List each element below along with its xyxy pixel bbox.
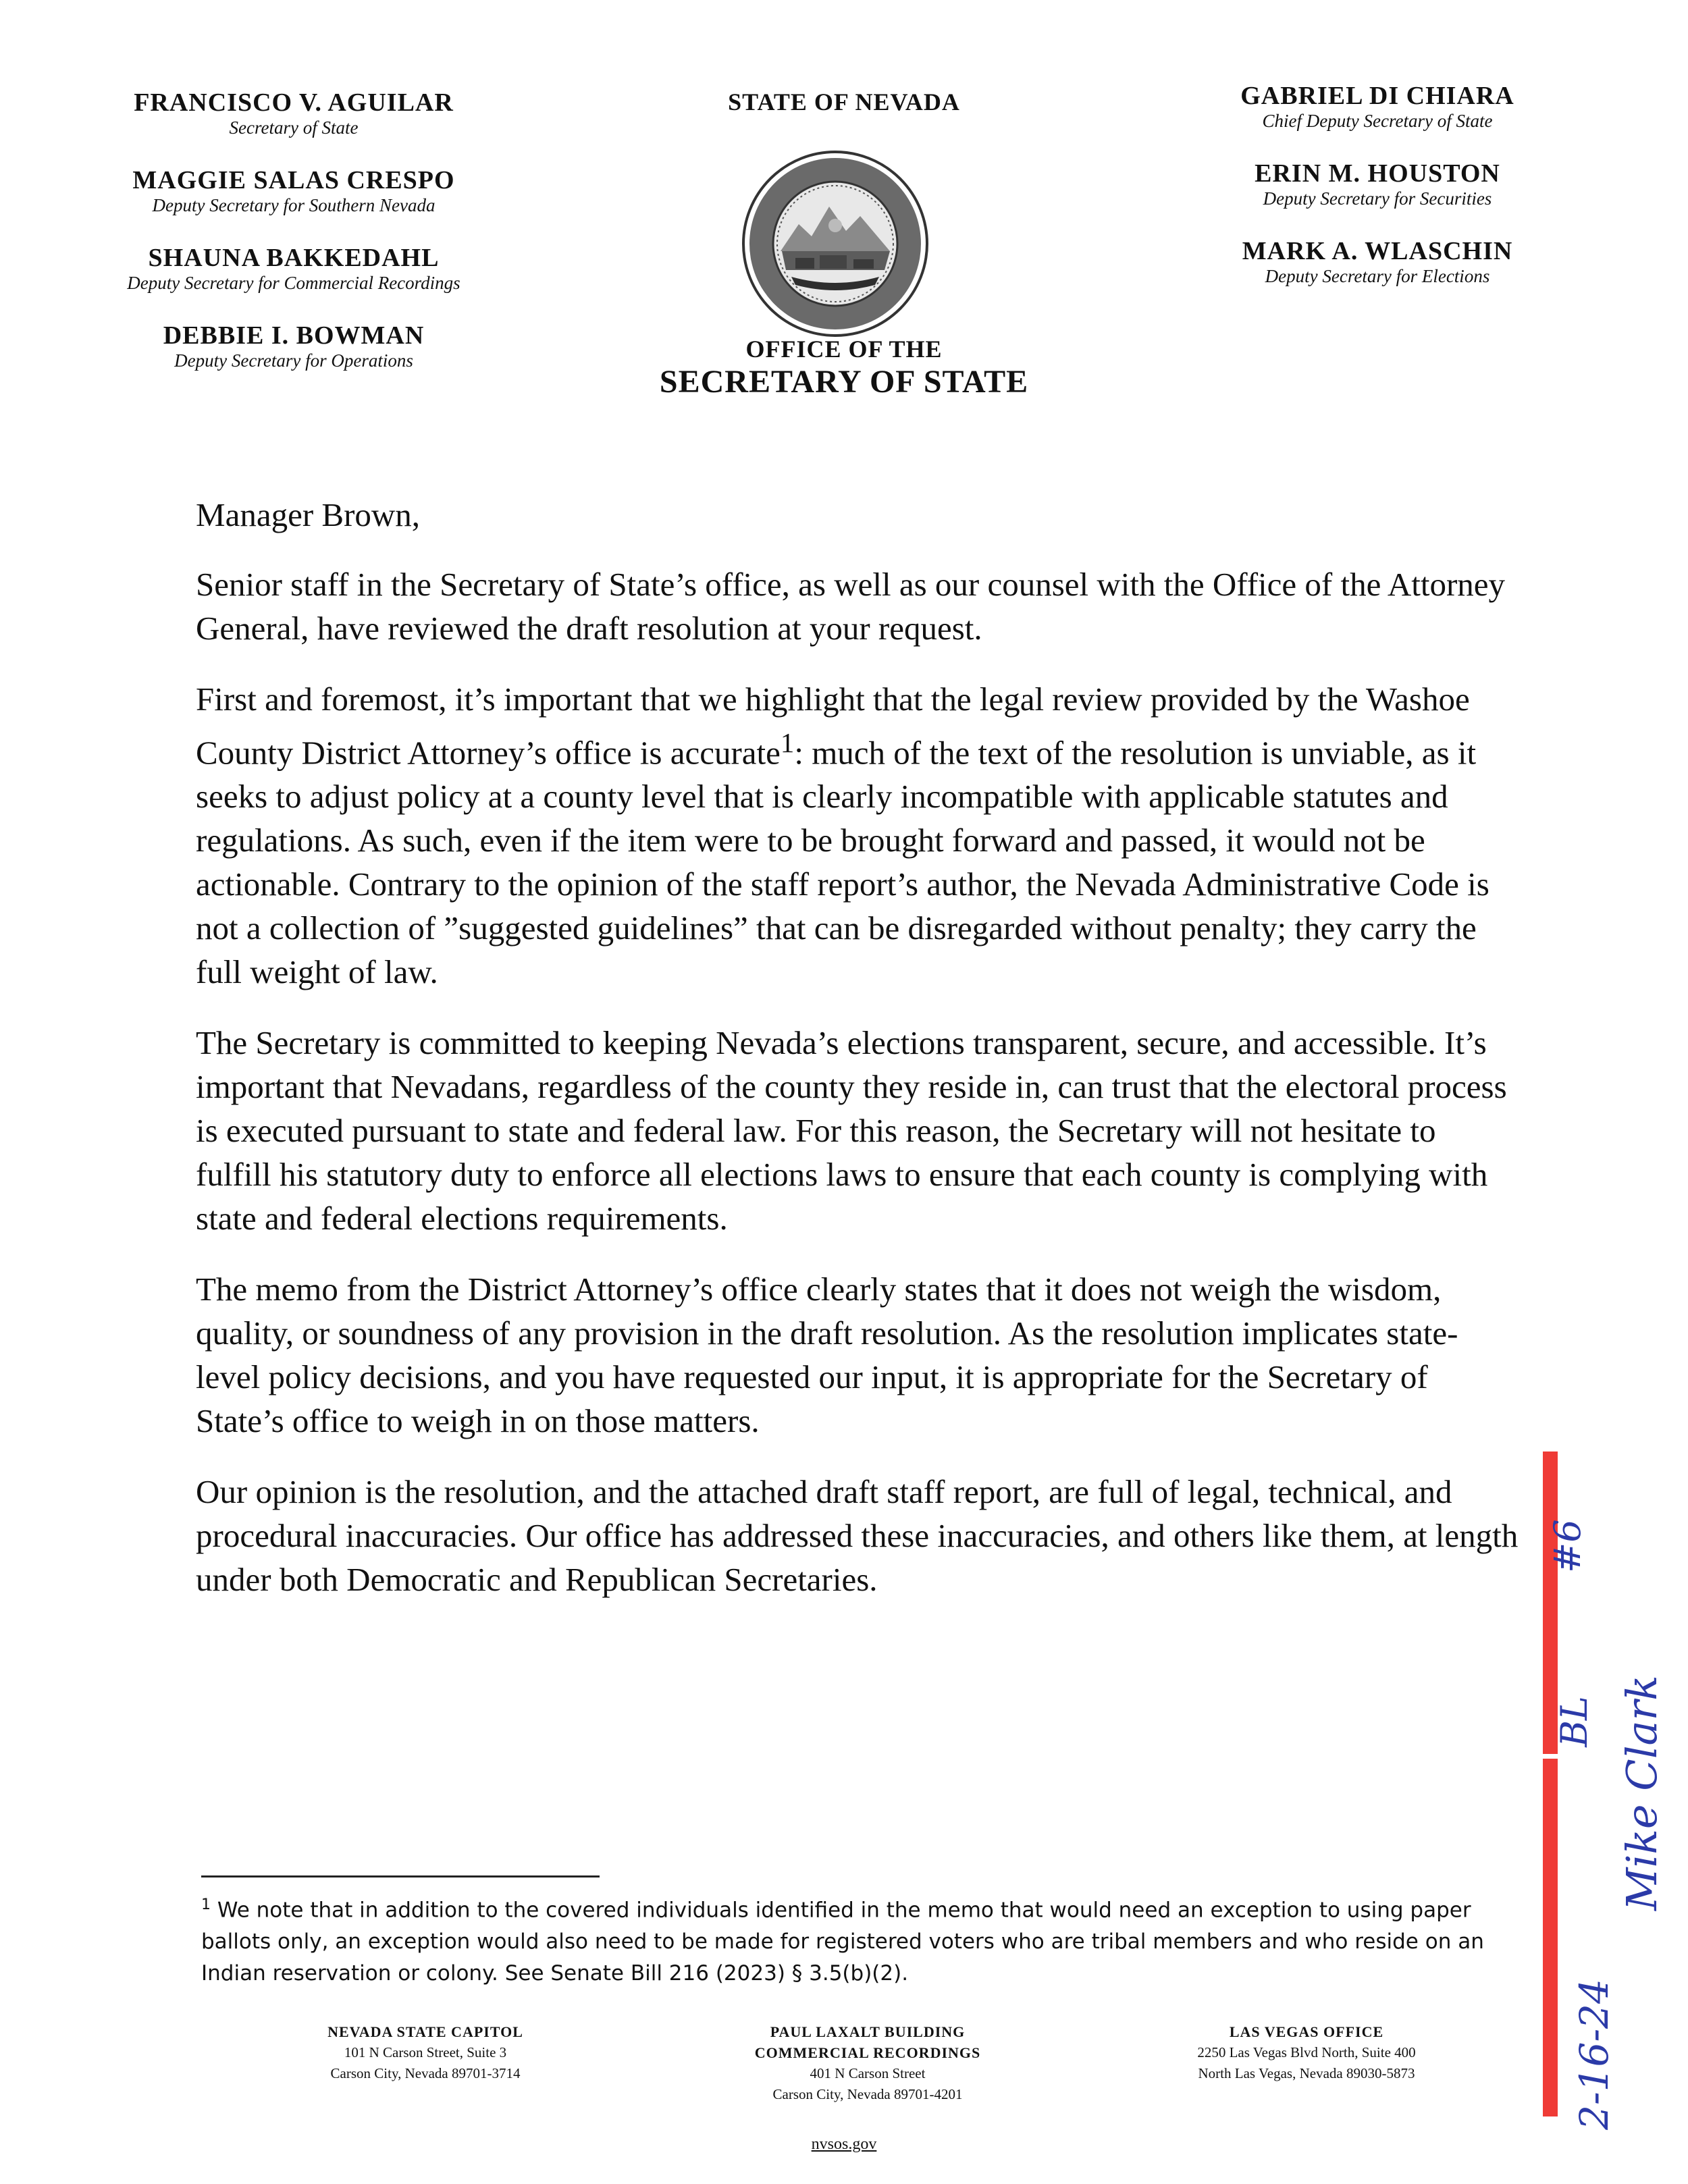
official-name: FRANCISCO V. AGUILAR xyxy=(134,88,454,117)
address-heading: LAS VEGAS OFFICE xyxy=(1229,2023,1384,2040)
state-title: STATE OF NEVADA xyxy=(728,88,960,115)
address-capitol xyxy=(263,2021,587,2084)
official-aguilar xyxy=(68,88,520,138)
footnote-divider xyxy=(201,1875,600,1877)
official-title: Deputy Secretary for Operations xyxy=(174,350,413,371)
footnote-marker: 1 xyxy=(780,728,795,758)
official-title: Deputy Secretary for Southern Nevada xyxy=(152,195,436,215)
address-line: 2250 Las Vegas Blvd North, Suite 400 xyxy=(1197,2044,1416,2060)
footnote-number: 1 xyxy=(201,1896,211,1913)
official-di-chiara xyxy=(1188,81,1566,132)
salutation: Manager Brown, xyxy=(196,496,421,533)
official-title: Chief Deputy Secretary of State xyxy=(1262,111,1493,131)
official-title: Deputy Secretary for Elections xyxy=(1265,266,1490,286)
official-bowman xyxy=(68,321,520,371)
address-heading: COMMERCIAL RECORDINGS xyxy=(754,2044,981,2061)
secretary-of-state-label: SECRETARY OF STATE xyxy=(659,364,1029,400)
official-name: MAGGIE SALAS CRESPO xyxy=(132,166,455,194)
official-name: MARK A. WLASCHIN xyxy=(1242,237,1513,265)
letterhead-right xyxy=(1188,81,1566,314)
handwritten-item-number: #6 xyxy=(1546,1519,1589,1573)
address-heading: PAUL LAXALT BUILDING xyxy=(770,2023,966,2040)
office-of-label: OFFICE OF THE xyxy=(745,336,943,363)
official-name: ERIN M. HOUSTON xyxy=(1255,159,1500,188)
paragraph: Senior staff in the Secretary of State’s office, as well as our counsel with the Office of the Attorney General, have reviewed the draft resolution at your request. xyxy=(196,566,1506,647)
paragraph-text: : much of the text of the resolution is unviable, as it seeks to adjust policy at a county level that is clearly incompatible with applicable statutes and regulations. As such, even if the item were to be brought forward and passed, it would not be actionable. Contrary to the opinion of the staff report’s author, the Nevada Administrative Code is not a collection of ”suggested guidelines” that can be disregarded without penalty; they carry the full weight of law. xyxy=(196,734,1489,991)
letter-body xyxy=(196,493,1519,1628)
website-link[interactable]: nvsos.gov xyxy=(811,2135,877,2153)
address-line: 401 N Carson Street xyxy=(810,2065,926,2081)
address-line: North Las Vegas, Nevada 89030-5873 xyxy=(1198,2065,1415,2081)
official-houston xyxy=(1188,159,1566,209)
footnote-text: We note that in addition to the covered individuals identified in the memo that would need an exception to using paper ballots only, an exception would also need to be made for registered voters who are tribal members and who reside on an Indian reservation or colony. See Senate Bill 216 (2023) § 3.5(b)(2). xyxy=(201,1898,1484,1986)
footnote xyxy=(201,1889,1518,1990)
paragraph: The memo from the District Attorney’s office clearly states that it does not weigh the wisdom, quality, or soundness of any provision in the draft resolution. As the resolution implicates state-level policy decisions, and you have requested our input, it is appropriate for the Secretary of State’s office to weigh in on those matters. xyxy=(196,1271,1458,1440)
official-name: GABRIEL DI CHIARA xyxy=(1240,82,1514,110)
handwritten-initials: BL xyxy=(1553,1696,1595,1747)
official-title: Deputy Secretary for Securities xyxy=(1263,188,1492,209)
letterhead-left xyxy=(68,88,520,398)
address-line: Carson City, Nevada 89701-4201 xyxy=(772,2086,963,2102)
paragraph: Our opinion is the resolution, and the attached draft staff report, are full of legal, technical, and procedural inaccuracies. Our office has addressed these inaccuracies, and others like them, at length under both Democratic and Republican Secretaries. xyxy=(196,1473,1519,1599)
official-title: Secretary of State xyxy=(229,117,359,138)
official-crespo xyxy=(68,165,520,216)
nevada-state-seal-icon xyxy=(741,150,929,338)
address-line: Carson City, Nevada 89701-3714 xyxy=(330,2065,521,2081)
official-title: Deputy Secretary for Commercial Recordings xyxy=(127,273,460,293)
address-laxalt xyxy=(706,2021,1030,2105)
official-wlaschin xyxy=(1188,236,1566,287)
official-bakkedahl xyxy=(68,243,520,294)
handwritten-date: 2-16-24 xyxy=(1571,1979,1617,2130)
handwritten-name: Mike Clark xyxy=(1617,1675,1666,1911)
address-line: 101 N Carson Street, Suite 3 xyxy=(344,2044,507,2060)
paragraph: The Secretary is committed to keeping Nevada’s elections transparent, secure, and accessible. It’s important that Nevadans, regardless of the county they reside in, can trust that the electoral process is executed pursuant to state and federal law. For this reason, the Secretary will not hesitate to fulfill his statutory duty to enforce all elections laws to ensure that each county is complying with state and federal elections requirements. xyxy=(196,1024,1507,1237)
address-heading: NEVADA STATE CAPITOL xyxy=(327,2023,523,2040)
address-las-vegas xyxy=(1144,2021,1469,2084)
paragraph-text: First and foremost, it’s important that we highlight that the legal review provided by the Washoe County District Attorney’s office is accurate xyxy=(196,681,1470,772)
official-name: DEBBIE I. BOWMAN xyxy=(163,321,425,350)
paragraph xyxy=(196,677,1519,994)
red-marker-bar xyxy=(1543,1759,1558,2116)
official-name: SHAUNA BAKKEDAHL xyxy=(148,244,440,272)
